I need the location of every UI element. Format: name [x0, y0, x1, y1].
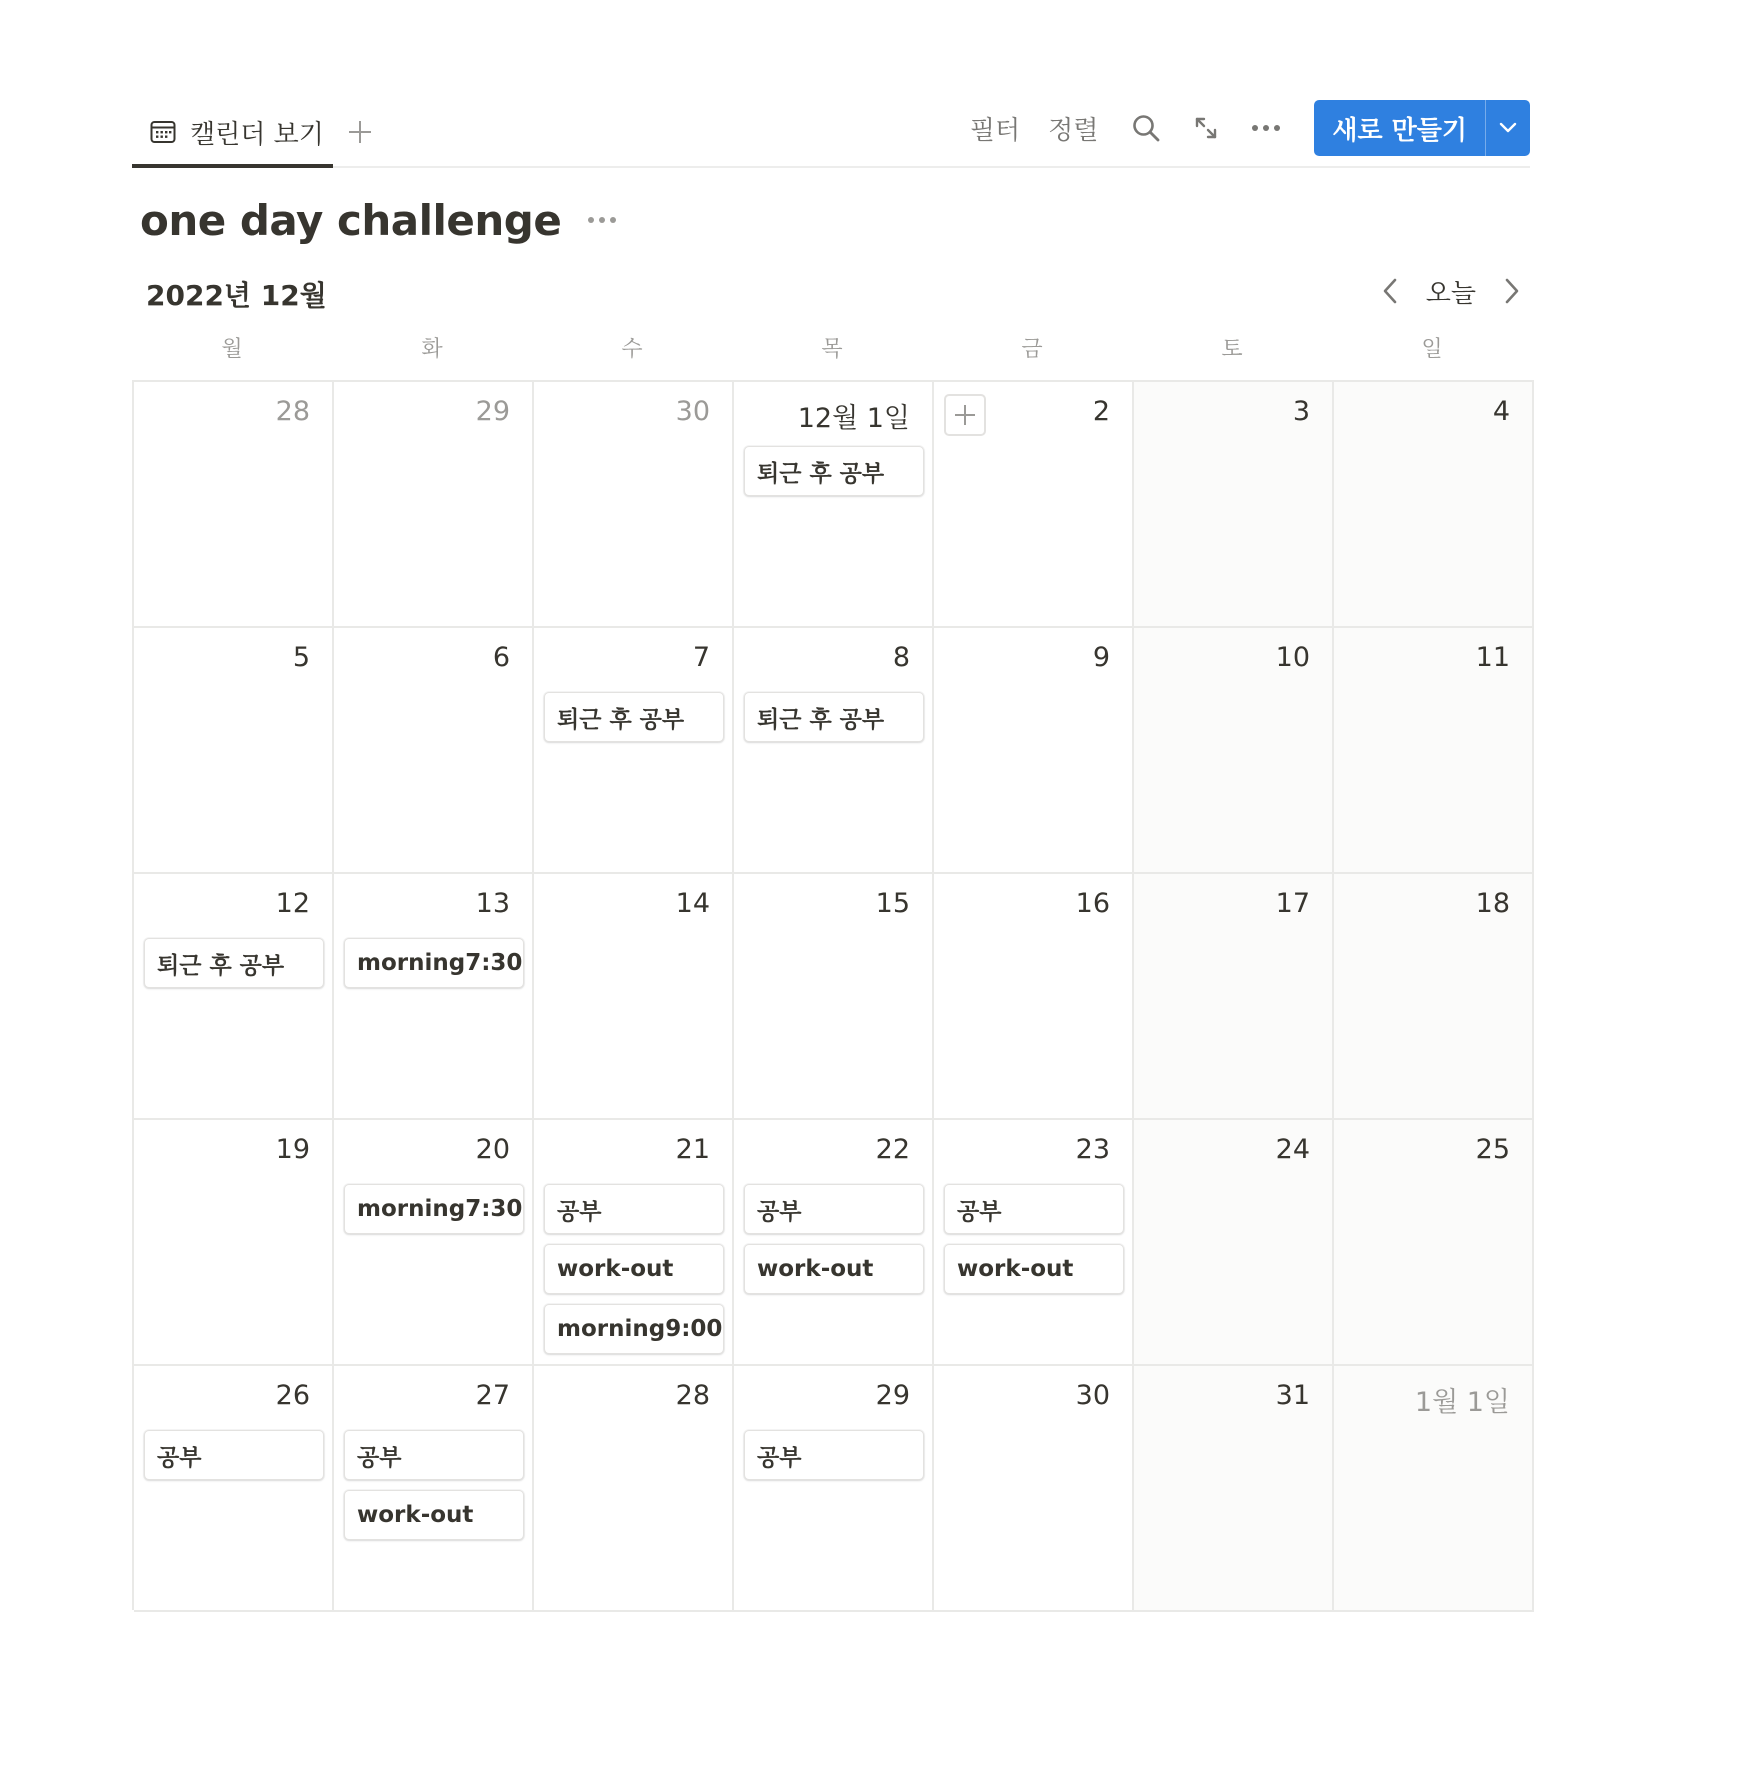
- ellipsis-icon: [587, 215, 617, 225]
- day-number: 9: [1092, 642, 1110, 673]
- event-list: [144, 1430, 324, 1490]
- day-number: 15: [875, 888, 910, 919]
- new-dropdown-button[interactable]: [1486, 100, 1530, 156]
- event-list: [344, 938, 524, 998]
- day-number: 6: [492, 642, 510, 673]
- day-number: 3: [1292, 396, 1310, 427]
- chevron-right-icon: [1504, 278, 1520, 304]
- calendar-week: [134, 874, 1534, 1120]
- calendar-day[interactable]: [934, 1120, 1134, 1366]
- day-number: 16: [1075, 888, 1110, 919]
- day-number: 13: [475, 888, 510, 919]
- event-card[interactable]: morning7:30: [344, 938, 524, 988]
- next-month-button[interactable]: [1494, 273, 1530, 309]
- view-bar: [132, 100, 1530, 168]
- calendar-day[interactable]: [1134, 1366, 1334, 1612]
- chevron-left-icon: [1382, 278, 1398, 304]
- day-number: 5: [292, 642, 310, 673]
- weekday-label: 금: [1021, 337, 1043, 362]
- day-number: 21: [675, 1134, 710, 1165]
- calendar-day[interactable]: [1334, 628, 1534, 874]
- event-card[interactable]: 퇴근 후 공부: [744, 692, 924, 742]
- day-number: 1월 1일: [1414, 1387, 1510, 1418]
- day-number: 29: [475, 396, 510, 427]
- event-list: [344, 1184, 524, 1244]
- expand-button[interactable]: [1186, 108, 1226, 148]
- calendar-day[interactable]: [534, 1120, 734, 1366]
- calendar-day[interactable]: [1134, 382, 1334, 628]
- calendar-day[interactable]: [534, 874, 734, 1120]
- event-list: [744, 692, 924, 752]
- search-icon: [1131, 113, 1161, 143]
- event-card[interactable]: work-out: [344, 1490, 524, 1540]
- calendar-day[interactable]: [934, 874, 1134, 1120]
- view-tab-label: 캘린더 보기: [190, 119, 324, 150]
- event-list: [944, 1184, 1124, 1304]
- event-card[interactable]: work-out: [944, 1244, 1124, 1294]
- ellipsis-icon: [1251, 123, 1281, 133]
- tab-calendar-view[interactable]: [132, 100, 333, 168]
- calendar-day[interactable]: [734, 382, 934, 628]
- calendar-week: [134, 1366, 1534, 1612]
- day-number: 11: [1475, 642, 1510, 673]
- chevron-down-icon: [1499, 122, 1517, 134]
- calendar-day[interactable]: [934, 382, 1134, 628]
- day-number: 26: [275, 1380, 310, 1411]
- calendar-icon: [150, 120, 176, 144]
- event-list: [744, 1184, 924, 1304]
- event-card[interactable]: 공부: [344, 1430, 524, 1480]
- month-navigation: [1372, 268, 1530, 314]
- calendar-day[interactable]: [334, 1120, 534, 1366]
- database-title-row: [140, 190, 617, 250]
- calendar-day[interactable]: [734, 1120, 934, 1366]
- calendar-day[interactable]: [734, 1366, 934, 1612]
- day-number: 28: [675, 1380, 710, 1411]
- weekday-label: 일: [1421, 337, 1443, 362]
- calendar-day[interactable]: [1334, 874, 1534, 1120]
- month-label: 2022년 12월: [146, 279, 327, 312]
- day-number: 18: [1475, 888, 1510, 919]
- calendar-day[interactable]: [134, 1366, 334, 1612]
- calendar-day[interactable]: [1134, 874, 1334, 1120]
- calendar-day[interactable]: [334, 1366, 534, 1612]
- event-card[interactable]: 공부: [544, 1184, 724, 1234]
- calendar-day[interactable]: [1334, 1366, 1534, 1612]
- day-number: 4: [1492, 396, 1510, 427]
- day-number: 2: [1092, 396, 1110, 427]
- weekday-label: 화: [421, 337, 443, 362]
- event-card[interactable]: 공부: [144, 1430, 324, 1480]
- previous-month-button[interactable]: [1372, 273, 1408, 309]
- calendar-grid: [132, 380, 1534, 1610]
- event-card[interactable]: work-out: [544, 1244, 724, 1294]
- calendar-day[interactable]: [334, 382, 534, 628]
- calendar-day[interactable]: [134, 874, 334, 1120]
- event-card[interactable]: 공부: [744, 1184, 924, 1234]
- event-card[interactable]: 공부: [744, 1430, 924, 1480]
- day-number: 30: [1075, 1380, 1110, 1411]
- weekday-header: [132, 332, 1534, 363]
- plus-icon: [347, 119, 373, 145]
- calendar-day[interactable]: [1134, 628, 1334, 874]
- calendar-day[interactable]: [134, 628, 334, 874]
- calendar-day[interactable]: [534, 382, 734, 628]
- day-number: 7: [692, 642, 710, 673]
- calendar-day[interactable]: [734, 874, 934, 1120]
- day-number: 8: [892, 642, 910, 673]
- day-number: 20: [475, 1134, 510, 1165]
- calendar-week: [134, 382, 1534, 628]
- calendar-day[interactable]: [934, 1366, 1134, 1612]
- weekday-label: 토: [1221, 337, 1243, 362]
- calendar-day[interactable]: [134, 1120, 334, 1366]
- today-button[interactable]: 오늘: [1425, 278, 1476, 309]
- day-number: 12: [275, 888, 310, 919]
- calendar-day[interactable]: [334, 874, 534, 1120]
- title-more-button[interactable]: [587, 215, 617, 225]
- day-number: 28: [275, 396, 310, 427]
- event-list: [344, 1430, 524, 1550]
- weekday-label: 목: [821, 337, 843, 362]
- new-button[interactable]: 새로 만들기: [1314, 100, 1486, 156]
- calendar-day[interactable]: [734, 628, 934, 874]
- calendar-day[interactable]: [1334, 382, 1534, 628]
- event-list: [744, 446, 924, 506]
- calendar-day[interactable]: [1334, 1120, 1534, 1366]
- day-number: 31: [1275, 1380, 1310, 1411]
- event-list: [144, 938, 324, 998]
- event-list: [544, 692, 724, 752]
- day-number: 22: [875, 1134, 910, 1165]
- filter-button[interactable]: 필터: [969, 115, 1021, 146]
- weekday-label: 월: [221, 337, 243, 362]
- day-number: 12월 1일: [797, 403, 910, 434]
- event-card[interactable]: 퇴근 후 공부: [144, 938, 324, 988]
- month-header: [132, 268, 1530, 314]
- event-card[interactable]: morning7:30: [344, 1184, 524, 1234]
- add-view-button[interactable]: [340, 112, 380, 152]
- event-card[interactable]: 공부: [944, 1184, 1124, 1234]
- day-number: 19: [275, 1134, 310, 1165]
- day-number: 14: [675, 888, 710, 919]
- database-title[interactable]: one day challenge: [140, 195, 562, 245]
- add-event-button[interactable]: [944, 394, 986, 436]
- more-options-button[interactable]: [1246, 108, 1286, 148]
- calendar-week: [134, 628, 1534, 874]
- day-number: 10: [1275, 642, 1310, 673]
- calendar-day[interactable]: [1134, 1120, 1334, 1366]
- toolbar: [970, 100, 1530, 156]
- event-card[interactable]: morning9:00: [544, 1304, 724, 1354]
- weekday-label: 수: [621, 337, 643, 362]
- event-card[interactable]: 퇴근 후 공부: [544, 692, 724, 742]
- day-number: 30: [675, 396, 710, 427]
- expand-icon: [1192, 114, 1220, 142]
- plus-icon: [953, 403, 977, 427]
- day-number: 24: [1275, 1134, 1310, 1165]
- day-number: 25: [1475, 1134, 1510, 1165]
- event-list: [744, 1430, 924, 1490]
- calendar-day[interactable]: [334, 628, 534, 874]
- calendar-day[interactable]: [934, 628, 1134, 874]
- event-list: [544, 1184, 724, 1364]
- day-number: 27: [475, 1380, 510, 1411]
- sort-button[interactable]: 정렬: [1048, 115, 1099, 146]
- event-card[interactable]: work-out: [744, 1244, 924, 1294]
- calendar-day[interactable]: [534, 1366, 734, 1612]
- day-number: 29: [875, 1380, 910, 1411]
- day-number: 23: [1075, 1134, 1110, 1165]
- calendar-day[interactable]: [534, 628, 734, 874]
- search-button[interactable]: [1126, 108, 1166, 148]
- event-card[interactable]: 퇴근 후 공부: [744, 446, 924, 496]
- day-number: 17: [1275, 888, 1310, 919]
- calendar-week: [134, 1120, 1534, 1366]
- calendar-day[interactable]: [134, 382, 334, 628]
- new-button-group: [1314, 100, 1530, 156]
